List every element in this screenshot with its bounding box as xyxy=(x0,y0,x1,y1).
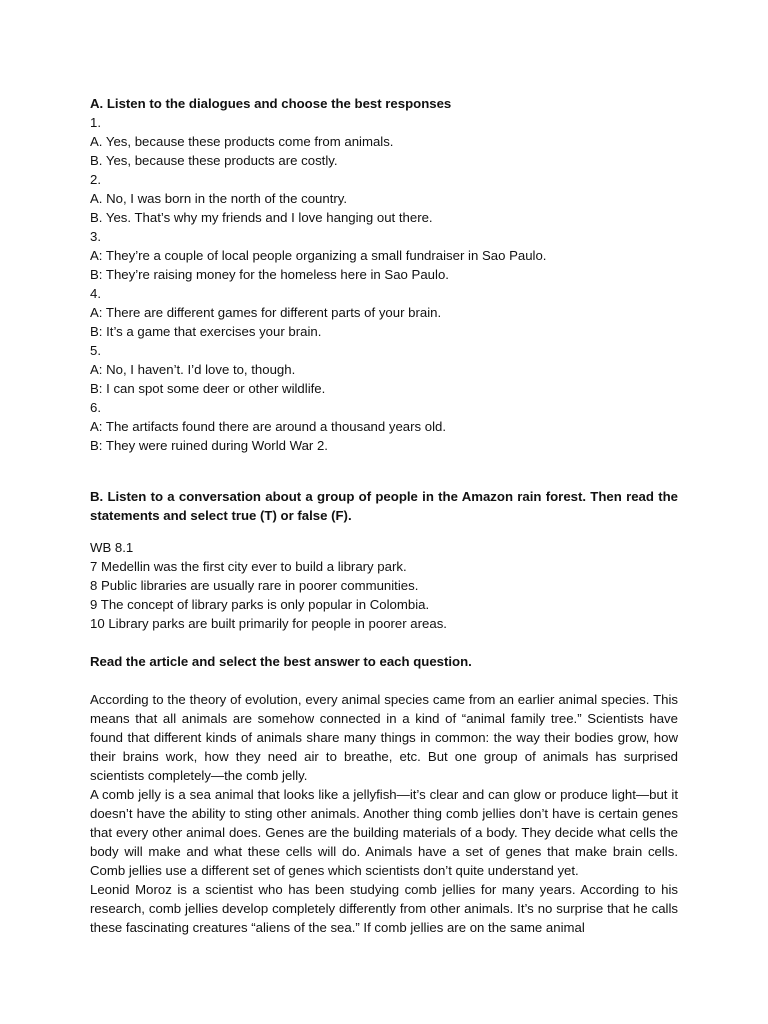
response-option-a: A: They’re a couple of local people organizing a small fundraiser in Sao Paulo. xyxy=(90,248,547,263)
question-4 xyxy=(90,284,678,341)
article-paragraph-1: According to the theory of evolution, every animal species came from an earlier animal species. This means that all animals are somehow connected in a kind of “animal family tree.” Scientists have found that different kinds of animals share many things in common: the way their bodies grow, how their brains work, how they need air to breathe, etc. But one group of animals has surprised scientists completely—the comb jelly. xyxy=(90,692,678,784)
question-2 xyxy=(90,170,678,227)
section-b-heading: B. Listen to a conversation about a group of people in the Amazon rain forest. Then read the statements and select true (T) or false (F). xyxy=(90,489,678,524)
question-number: 5. xyxy=(90,343,101,358)
question-number: 2. xyxy=(90,172,101,187)
question-1 xyxy=(90,113,678,170)
question-number: 4. xyxy=(90,286,101,301)
question-number: 3. xyxy=(90,229,101,244)
statement-8: 8 Public libraries are usually rare in poorer communities. xyxy=(90,578,419,594)
question-3 xyxy=(90,227,678,284)
response-option-b: B: They were ruined during World War 2. xyxy=(90,438,328,453)
response-option-a: A: No, I haven’t. I’d love to, though. xyxy=(90,362,296,377)
response-option-a: A. Yes, because these products come from animals. xyxy=(90,134,394,149)
section-c-heading: Read the article and select the best answer to each question. xyxy=(90,654,472,670)
spacer xyxy=(90,455,678,474)
response-option-a: A. No, I was born in the north of the country. xyxy=(90,191,348,206)
statement-9: 9 The concept of library parks is only popular in Colombia. xyxy=(90,597,430,613)
question-number: 6. xyxy=(90,400,101,415)
response-option-a: A: The artifacts found there are around a thousand years old. xyxy=(90,419,447,434)
article-paragraph-3: Leonid Moroz is a scientist who has been studying comb jellies for many years. According to his research, comb jellies develop completely differently from other animals. It’s no surprise that he calls these fascinating creatures “aliens of the sea.” If comb jellies are on the same animal xyxy=(90,882,678,936)
response-option-b: B. Yes, because these products are costly. xyxy=(90,153,338,168)
document-page xyxy=(90,94,678,937)
question-5 xyxy=(90,341,678,398)
workbook-reference: WB 8.1 xyxy=(90,540,134,556)
question-6 xyxy=(90,398,678,455)
spacer xyxy=(90,671,678,690)
article-paragraph-2: A comb jelly is a sea animal that looks like a jellyfish—it’s clear and can glow or produce light—but it doesn’t have the ability to sting other animals. Another thing comb jellies don’t have is certain genes that every other animal does. Genes are the building materials of a body. They decide what cells the body will make and what these cells will do. Animals have a set of genes that make brain cells. Comb jellies use a different set of genes which scientists don’t quite understand yet. xyxy=(90,787,678,879)
section-a-heading: A. Listen to the dialogues and choose the best responses xyxy=(90,96,452,111)
response-option-a: A: There are different games for different parts of your brain. xyxy=(90,305,442,320)
response-option-b: B: I can spot some deer or other wildlife. xyxy=(90,381,326,396)
statement-7: 7 Medellin was the first city ever to build a library park. xyxy=(90,559,407,575)
response-option-b: B: They’re raising money for the homeless here in Sao Paulo. xyxy=(90,267,449,282)
response-option-b: B. Yes. That’s why my friends and I love hanging out there. xyxy=(90,210,433,225)
question-number: 1. xyxy=(90,115,101,130)
statement-10: 10 Library parks are built primarily for people in poorer areas. xyxy=(90,616,447,632)
response-option-b: B: It’s a game that exercises your brain. xyxy=(90,324,322,339)
spacer xyxy=(90,633,678,652)
